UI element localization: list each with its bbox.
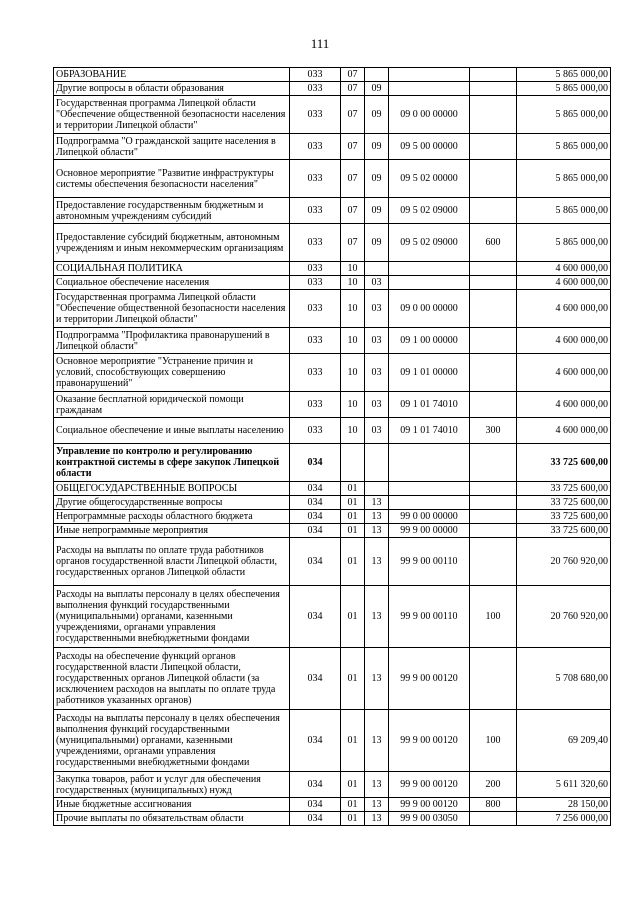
amount-cell: 33 725 600,00 [517, 482, 611, 496]
department-code-cell: 033 [290, 68, 341, 82]
table-row [54, 276, 611, 290]
target-article-cell: 99 9 00 03050 [389, 812, 470, 826]
section-code-cell: 01 [341, 812, 365, 826]
expense-name-cell: Основное мероприятие "Развитие инфраструктуры системы обеспечения безопасности населения" [54, 160, 290, 198]
table-row [54, 290, 611, 328]
department-code-cell: 034 [290, 496, 341, 510]
expense-name-cell: Иные непрограммные мероприятия [54, 524, 290, 538]
table-row [54, 392, 611, 418]
amount-cell: 4 600 000,00 [517, 392, 611, 418]
subsection-code-cell [365, 444, 389, 482]
department-code-cell: 034 [290, 510, 341, 524]
expense-type-cell [470, 328, 517, 354]
expense-name-cell: Расходы на выплаты по оплате труда работников органов государственной власти Липецкой области, государственных органов Липецкой области [54, 538, 290, 586]
department-code-cell: 034 [290, 772, 341, 798]
target-article-cell [389, 82, 470, 96]
target-article-cell: 09 1 01 74010 [389, 418, 470, 444]
subsection-code-cell [365, 68, 389, 82]
amount-cell: 20 760 920,00 [517, 586, 611, 648]
subsection-code-cell: 13 [365, 798, 389, 812]
table-row [54, 198, 611, 224]
section-code-cell: 01 [341, 496, 365, 510]
expense-type-cell [470, 496, 517, 510]
department-code-cell: 033 [290, 354, 341, 392]
subsection-code-cell: 03 [365, 328, 389, 354]
amount-cell: 5 865 000,00 [517, 68, 611, 82]
table-row [54, 510, 611, 524]
table-row [54, 798, 611, 812]
expense-name-cell: ОБЩЕГОСУДАРСТВЕННЫЕ ВОПРОСЫ [54, 482, 290, 496]
target-article-cell: 99 9 00 00110 [389, 586, 470, 648]
page-number: 111 [310, 36, 330, 51]
section-code-cell: 01 [341, 648, 365, 710]
department-code-cell: 034 [290, 538, 341, 586]
amount-cell: 33 725 600,00 [517, 496, 611, 510]
target-article-cell [389, 68, 470, 82]
section-code-cell [341, 444, 365, 482]
table-row [54, 812, 611, 826]
expense-type-cell [470, 392, 517, 418]
department-code-cell: 033 [290, 82, 341, 96]
department-code-cell: 033 [290, 392, 341, 418]
expense-type-cell [470, 82, 517, 96]
department-code-cell: 033 [290, 262, 341, 276]
amount-cell: 4 600 000,00 [517, 418, 611, 444]
section-code-cell: 01 [341, 524, 365, 538]
amount-cell: 4 600 000,00 [517, 354, 611, 392]
expense-name-cell: ОБРАЗОВАНИЕ [54, 68, 290, 82]
budget-table [53, 67, 611, 826]
target-article-cell: 09 0 00 00000 [389, 96, 470, 134]
target-article-cell [389, 276, 470, 290]
expense-name-cell: Социальное обеспечение и иные выплаты населению [54, 418, 290, 444]
section-code-cell: 01 [341, 538, 365, 586]
section-code-cell: 10 [341, 392, 365, 418]
expense-type-cell [470, 354, 517, 392]
target-article-cell: 09 0 00 00000 [389, 290, 470, 328]
table-row [54, 444, 611, 482]
subsection-code-cell: 13 [365, 524, 389, 538]
table-row [54, 134, 611, 160]
amount-cell: 5 865 000,00 [517, 224, 611, 262]
department-code-cell: 034 [290, 444, 341, 482]
subsection-code-cell: 13 [365, 710, 389, 772]
expense-name-cell: Основное мероприятие "Устранение причин и условий, способствующих совершению правонарушений" [54, 354, 290, 392]
budget-table-body [54, 68, 611, 826]
table-row [54, 262, 611, 276]
subsection-code-cell: 03 [365, 392, 389, 418]
section-code-cell: 07 [341, 224, 365, 262]
expense-type-cell [470, 160, 517, 198]
target-article-cell: 09 1 00 00000 [389, 328, 470, 354]
amount-cell: 33 725 600,00 [517, 510, 611, 524]
table-row [54, 538, 611, 586]
expense-name-cell: СОЦИАЛЬНАЯ ПОЛИТИКА [54, 262, 290, 276]
subsection-code-cell: 13 [365, 510, 389, 524]
subsection-code-cell: 13 [365, 812, 389, 826]
subsection-code-cell: 03 [365, 290, 389, 328]
table-row [54, 482, 611, 496]
table-row [54, 160, 611, 198]
expense-type-cell [470, 262, 517, 276]
expense-name-cell: Закупка товаров, работ и услуг для обеспечения государственных (муниципальных) нужд [54, 772, 290, 798]
section-code-cell: 01 [341, 586, 365, 648]
table-row [54, 328, 611, 354]
subsection-code-cell: 09 [365, 134, 389, 160]
expense-name-cell: Непрограммные расходы областного бюджета [54, 510, 290, 524]
expense-name-cell: Подпрограмма "Профилактика правонарушений в Липецкой области" [54, 328, 290, 354]
expense-type-cell [470, 524, 517, 538]
expense-name-cell: Подпрограмма "О гражданской защите населения в Липецкой области" [54, 134, 290, 160]
table-row [54, 224, 611, 262]
table-row [54, 772, 611, 798]
expense-type-cell [470, 648, 517, 710]
target-article-cell: 09 1 01 00000 [389, 354, 470, 392]
target-article-cell [389, 444, 470, 482]
department-code-cell: 034 [290, 648, 341, 710]
expense-name-cell: Социальное обеспечение населения [54, 276, 290, 290]
amount-cell: 4 600 000,00 [517, 262, 611, 276]
target-article-cell: 99 9 00 00120 [389, 772, 470, 798]
target-article-cell: 99 9 00 00120 [389, 798, 470, 812]
department-code-cell: 034 [290, 524, 341, 538]
expense-name-cell: Расходы на обеспечение функций органов государственной власти Липецкой области, государственных органов Липецкой области (за исключением расходов на выплаты по оплате труда работников указанных органов) [54, 648, 290, 710]
section-code-cell: 10 [341, 418, 365, 444]
table-row [54, 68, 611, 82]
table-row [54, 418, 611, 444]
amount-cell: 5 865 000,00 [517, 198, 611, 224]
expense-type-cell: 200 [470, 772, 517, 798]
subsection-code-cell: 09 [365, 224, 389, 262]
target-article-cell: 09 5 02 09000 [389, 224, 470, 262]
section-code-cell: 07 [341, 96, 365, 134]
section-code-cell: 07 [341, 134, 365, 160]
department-code-cell: 033 [290, 198, 341, 224]
department-code-cell: 033 [290, 134, 341, 160]
subsection-code-cell: 09 [365, 96, 389, 134]
section-code-cell: 07 [341, 198, 365, 224]
subsection-code-cell: 09 [365, 198, 389, 224]
table-row [54, 354, 611, 392]
amount-cell: 20 760 920,00 [517, 538, 611, 586]
expense-name-cell: Расходы на выплаты персоналу в целях обеспечения выполнения функций государственными (муниципальными) органами, казенными учреждениями, органами управления государственными внебюджетными фондами [54, 586, 290, 648]
target-article-cell [389, 482, 470, 496]
target-article-cell: 09 5 02 00000 [389, 160, 470, 198]
table-row [54, 710, 611, 772]
section-code-cell: 10 [341, 276, 365, 290]
section-code-cell: 10 [341, 354, 365, 392]
expense-name-cell: Расходы на выплаты персоналу в целях обеспечения выполнения функций государственными (муниципальными) органами, казенными учреждениями, органами управления государственными внебюджетными фондами [54, 710, 290, 772]
expense-name-cell: Управление по контролю и регулированию контрактной системы в сфере закупок Липецкой области [54, 444, 290, 482]
subsection-code-cell: 03 [365, 418, 389, 444]
subsection-code-cell: 13 [365, 648, 389, 710]
table-row [54, 648, 611, 710]
subsection-code-cell: 03 [365, 354, 389, 392]
department-code-cell: 034 [290, 586, 341, 648]
department-code-cell: 033 [290, 96, 341, 134]
section-code-cell: 10 [341, 328, 365, 354]
expense-type-cell: 800 [470, 798, 517, 812]
expense-type-cell: 100 [470, 586, 517, 648]
amount-cell: 4 600 000,00 [517, 290, 611, 328]
target-article-cell: 09 5 02 09000 [389, 198, 470, 224]
section-code-cell: 01 [341, 798, 365, 812]
department-code-cell: 033 [290, 224, 341, 262]
target-article-cell: 99 9 00 00110 [389, 538, 470, 586]
section-code-cell: 07 [341, 160, 365, 198]
section-code-cell: 01 [341, 510, 365, 524]
department-code-cell: 033 [290, 328, 341, 354]
expense-name-cell: Оказание бесплатной юридической помощи гражданам [54, 392, 290, 418]
amount-cell: 33 725 600,00 [517, 524, 611, 538]
amount-cell: 33 725 600,00 [517, 444, 611, 482]
expense-type-cell [470, 444, 517, 482]
amount-cell: 5 708 680,00 [517, 648, 611, 710]
expense-type-cell [470, 290, 517, 328]
department-code-cell: 034 [290, 710, 341, 772]
subsection-code-cell: 13 [365, 772, 389, 798]
department-code-cell: 034 [290, 812, 341, 826]
expense-type-cell [470, 134, 517, 160]
amount-cell: 5 865 000,00 [517, 96, 611, 134]
table-row [54, 496, 611, 510]
expense-name-cell: Предоставление государственным бюджетным и автономным учреждениям субсидий [54, 198, 290, 224]
department-code-cell: 034 [290, 482, 341, 496]
section-code-cell: 07 [341, 82, 365, 96]
section-code-cell: 01 [341, 772, 365, 798]
target-article-cell [389, 496, 470, 510]
expense-type-cell [470, 812, 517, 826]
subsection-code-cell: 09 [365, 160, 389, 198]
section-code-cell: 01 [341, 710, 365, 772]
expense-name-cell: Государственная программа Липецкой области "Обеспечение общественной безопасности населения и территории Липецкой области" [54, 290, 290, 328]
amount-cell: 5 865 000,00 [517, 160, 611, 198]
subsection-code-cell: 13 [365, 586, 389, 648]
amount-cell: 4 600 000,00 [517, 276, 611, 290]
expense-name-cell: Другие вопросы в области образования [54, 82, 290, 96]
expense-name-cell: Государственная программа Липецкой области "Обеспечение общественной безопасности населения и территории Липецкой области" [54, 96, 290, 134]
expense-type-cell [470, 198, 517, 224]
amount-cell: 69 209,40 [517, 710, 611, 772]
target-article-cell: 99 0 00 00000 [389, 510, 470, 524]
target-article-cell [389, 262, 470, 276]
section-code-cell: 07 [341, 68, 365, 82]
table-row [54, 82, 611, 96]
table-row [54, 96, 611, 134]
expense-type-cell [470, 538, 517, 586]
subsection-code-cell: 09 [365, 82, 389, 96]
expense-type-cell [470, 96, 517, 134]
subsection-code-cell: 13 [365, 538, 389, 586]
amount-cell: 5 865 000,00 [517, 82, 611, 96]
expense-type-cell: 100 [470, 710, 517, 772]
expense-type-cell [470, 482, 517, 496]
department-code-cell: 033 [290, 276, 341, 290]
subsection-code-cell: 13 [365, 496, 389, 510]
department-code-cell: 033 [290, 418, 341, 444]
amount-cell: 5 865 000,00 [517, 134, 611, 160]
expense-type-cell: 300 [470, 418, 517, 444]
expense-type-cell [470, 510, 517, 524]
section-code-cell: 10 [341, 262, 365, 276]
subsection-code-cell [365, 262, 389, 276]
target-article-cell: 99 9 00 00120 [389, 648, 470, 710]
expense-type-cell [470, 276, 517, 290]
department-code-cell: 034 [290, 798, 341, 812]
amount-cell: 4 600 000,00 [517, 328, 611, 354]
target-article-cell: 99 9 00 00000 [389, 524, 470, 538]
amount-cell: 5 611 320,60 [517, 772, 611, 798]
subsection-code-cell [365, 482, 389, 496]
expense-type-cell [470, 68, 517, 82]
target-article-cell: 99 9 00 00120 [389, 710, 470, 772]
expense-name-cell: Прочие выплаты по обязательствам области [54, 812, 290, 826]
department-code-cell: 033 [290, 290, 341, 328]
section-code-cell: 01 [341, 482, 365, 496]
table-row [54, 524, 611, 538]
department-code-cell: 033 [290, 160, 341, 198]
amount-cell: 7 256 000,00 [517, 812, 611, 826]
target-article-cell: 09 1 01 74010 [389, 392, 470, 418]
table-row [54, 586, 611, 648]
expense-name-cell: Иные бюджетные ассигнования [54, 798, 290, 812]
amount-cell: 28 150,00 [517, 798, 611, 812]
section-code-cell: 10 [341, 290, 365, 328]
subsection-code-cell: 03 [365, 276, 389, 290]
expense-type-cell: 600 [470, 224, 517, 262]
expense-name-cell: Другие общегосударственные вопросы [54, 496, 290, 510]
expense-name-cell: Предоставление субсидий бюджетным, автономным учреждениям и иным некоммерческим организациям [54, 224, 290, 262]
target-article-cell: 09 5 00 00000 [389, 134, 470, 160]
